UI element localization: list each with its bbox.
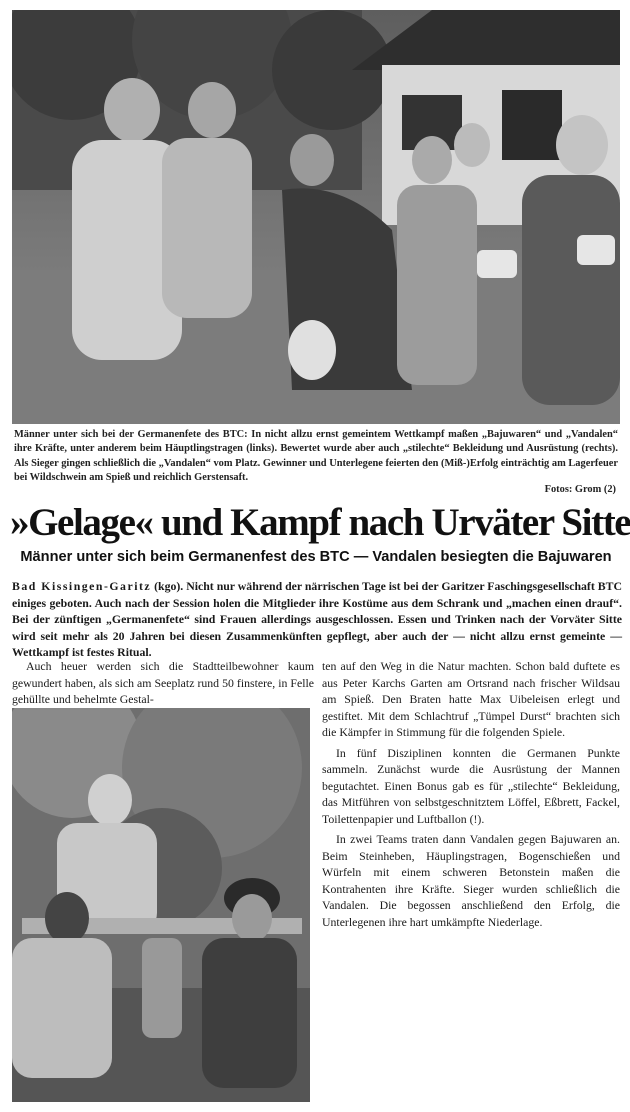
- bottom-photo: [12, 708, 310, 1102]
- top-photo: [12, 10, 620, 424]
- left-column: [12, 658, 314, 708]
- bottom-photo-image: [12, 708, 310, 1102]
- photo-credit: Fotos: Grom (2): [544, 484, 616, 495]
- article-lead: [12, 578, 622, 661]
- left-paragraph: Auch heuer werden sich die Stadtteilbewohner kaum gewundert haben, als sich am Seeplatz rund 50 finstere, in Felle gehüllte und behelmte Gestal-: [12, 659, 314, 707]
- headline: »Gelage« und Kampf nach Urväter Sitte: [10, 501, 630, 544]
- right-paragraph-2: In fünf Disziplinen konnten die Germanen Punkte sammeln. Zunächst wurde die Ausrüstung der Mannen begutachtet. Einen Bonus gab es für „stilechte“ Bekleidung, das Mitführen von selbstgeschnitztem Löffel, Eßbrett, Fackel, Toilettenpapier und Luftballon (!).: [322, 745, 620, 826]
- right-paragraph-1: ten auf den Weg in die Natur machten. Schon bald duftete es aus Peter Karchs Garten am Ortsrand nach frischer Wildsau am Spieß. Den Braten hatte Max Uibeleisen erlegt und gestiftet. Mit dem Schlachtruf „Tümpel Durst“ brachten sich die Kämpfer in Stimmung für die folgenden Spiele.: [322, 659, 620, 739]
- right-paragraph-3: In zwei Teams traten dann Vandalen gegen Bajuwaren an. Beim Steinheben, Häuplingstragen, Bogenschießen und Würfeln mit einem schweren Betonstein maßen die Kontrahenten ihre Kräfte. Sieger wurden schließlich die Vandalen. Die begossen anschließend den Erfolg, die Unterlegenen ihre hart umkämpfte Niederlage.: [322, 832, 620, 929]
- subheadline: Männer unter sich beim Germanenfest des BTC — Vandalen besiegten die Bajuwaren: [20, 549, 612, 565]
- top-photo-image: [12, 10, 620, 424]
- lead-text: (kgo). Nicht nur während der närrischen Tage ist bei der Garitzer Faschingsgesellschaft BTC einiges geboten. Auch nach der Session holen die Mitglieder ihre Kostüme aus dem Schrank und „machen einen drauf“. Bei der zünftigen „Germanenfete“ sind Frauen allerdings ausgeschlossen. Essen und Trinken nach der Vorväter Sitte wird seit mehr als 20 Jahren bei diesen Zusammenkünften gepflegt, aber auch der — nicht allzu ernst gemeinte — Wettkampf ist festes Ritual.: [12, 579, 622, 660]
- photo-caption: Männer unter sich bei der Germanenfete des BTC: In nicht allzu ernst gemeintem Wettkampf maßen „Bajuwaren“ und „Vandalen“ ihre Kräfte, unter anderem beim Häuptlingstragen (links). Bewertet wurde aber auch „stilechte“ Bekleidung und Ausrüstung (rechts). Als Sieger gingen schließlich die „Vandalen“ vom Platz. Gewinner und Unterlegene feierten den (Miß-)Erfolg einträchtig am Lagerfeuer bei Wildschwein am Spieß und reichlich Gerstensaft.: [14, 429, 618, 484]
- dateline: Bad Kissingen-Garitz: [12, 579, 152, 593]
- right-column: [322, 658, 620, 930]
